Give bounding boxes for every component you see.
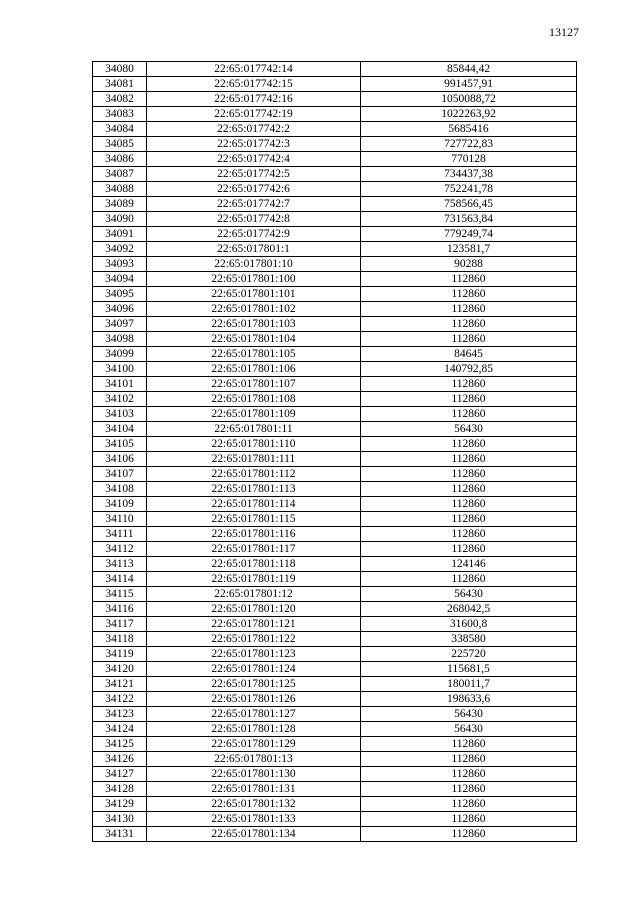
cadastral-number-cell: 22:65:017801:104 — [147, 332, 361, 347]
row-number-cell: 34111 — [93, 527, 147, 542]
value-cell: 124146 — [361, 557, 577, 572]
row-number-cell: 34128 — [93, 782, 147, 797]
value-cell: 31600,8 — [361, 617, 577, 632]
cadastral-number-cell: 22:65:017742:15 — [147, 77, 361, 92]
value-cell: 112860 — [361, 392, 577, 407]
table-row — [93, 242, 577, 257]
table-row — [93, 317, 577, 332]
table-row — [93, 677, 577, 692]
value-cell: 1050088,72 — [361, 92, 577, 107]
row-number-cell: 34087 — [93, 167, 147, 182]
row-number-cell: 34107 — [93, 467, 147, 482]
value-cell: 198633,6 — [361, 692, 577, 707]
table-row — [93, 362, 577, 377]
table-row — [93, 182, 577, 197]
cadastral-number-cell: 22:65:017801:119 — [147, 572, 361, 587]
table-row — [93, 482, 577, 497]
row-number-cell: 34090 — [93, 212, 147, 227]
value-cell: 112860 — [361, 437, 577, 452]
table-row — [93, 347, 577, 362]
table-row — [93, 572, 577, 587]
row-number-cell: 34127 — [93, 767, 147, 782]
value-cell: 991457,91 — [361, 77, 577, 92]
row-number-cell: 34092 — [93, 242, 147, 257]
cadastral-number-cell: 22:65:017801:103 — [147, 317, 361, 332]
row-number-cell: 34122 — [93, 692, 147, 707]
value-cell: 112860 — [361, 467, 577, 482]
table-row — [93, 737, 577, 752]
cadastral-number-cell: 22:65:017801:133 — [147, 812, 361, 827]
row-number-cell: 34121 — [93, 677, 147, 692]
table-row — [93, 587, 577, 602]
row-number-cell: 34100 — [93, 362, 147, 377]
cadastral-number-cell: 22:65:017742:3 — [147, 137, 361, 152]
row-number-cell: 34105 — [93, 437, 147, 452]
cadastral-number-cell: 22:65:017801:127 — [147, 707, 361, 722]
value-cell: 112860 — [361, 497, 577, 512]
cadastral-number-cell: 22:65:017801:11 — [147, 422, 361, 437]
value-cell: 84645 — [361, 347, 577, 362]
cadastral-number-cell: 22:65:017801:118 — [147, 557, 361, 572]
value-cell: 112860 — [361, 572, 577, 587]
row-number-cell: 34085 — [93, 137, 147, 152]
value-cell: 85844,42 — [361, 62, 577, 77]
cadastral-number-cell: 22:65:017801:120 — [147, 602, 361, 617]
table-row — [93, 812, 577, 827]
row-number-cell: 34113 — [93, 557, 147, 572]
cadastral-number-cell: 22:65:017801:111 — [147, 452, 361, 467]
cadastral-number-cell: 22:65:017801:130 — [147, 767, 361, 782]
row-number-cell: 34096 — [93, 302, 147, 317]
cadastral-number-cell: 22:65:017801:124 — [147, 662, 361, 677]
row-number-cell: 34091 — [93, 227, 147, 242]
value-cell: 5685416 — [361, 122, 577, 137]
cadastral-number-cell: 22:65:017801:132 — [147, 797, 361, 812]
cadastral-number-cell: 22:65:017801:107 — [147, 377, 361, 392]
cadastral-number-cell: 22:65:017742:5 — [147, 167, 361, 182]
table-row — [93, 122, 577, 137]
value-cell: 338580 — [361, 632, 577, 647]
cadastral-value-table — [92, 61, 577, 842]
cadastral-number-cell: 22:65:017742:7 — [147, 197, 361, 212]
value-cell: 56430 — [361, 587, 577, 602]
cadastral-number-cell: 22:65:017801:115 — [147, 512, 361, 527]
table-row — [93, 212, 577, 227]
row-number-cell: 34120 — [93, 662, 147, 677]
row-number-cell: 34116 — [93, 602, 147, 617]
table-row — [93, 332, 577, 347]
value-cell: 1022263,92 — [361, 107, 577, 122]
cadastral-number-cell: 22:65:017801:134 — [147, 827, 361, 842]
cadastral-number-cell: 22:65:017801:13 — [147, 752, 361, 767]
table-row — [93, 167, 577, 182]
value-cell: 758566,45 — [361, 197, 577, 212]
cadastral-number-cell: 22:65:017801:102 — [147, 302, 361, 317]
row-number-cell: 34104 — [93, 422, 147, 437]
value-cell: 112860 — [361, 752, 577, 767]
value-cell: 112860 — [361, 542, 577, 557]
table-row — [93, 227, 577, 242]
cadastral-number-cell: 22:65:017801:128 — [147, 722, 361, 737]
row-number-cell: 34102 — [93, 392, 147, 407]
table-row — [93, 542, 577, 557]
table-row — [93, 497, 577, 512]
row-number-cell: 34118 — [93, 632, 147, 647]
value-cell: 112860 — [361, 407, 577, 422]
row-number-cell: 34106 — [93, 452, 147, 467]
row-number-cell: 34117 — [93, 617, 147, 632]
table-row — [93, 407, 577, 422]
table-row — [93, 722, 577, 737]
row-number-cell: 34097 — [93, 317, 147, 332]
table-row — [93, 512, 577, 527]
value-cell: 112860 — [361, 272, 577, 287]
row-number-cell: 34119 — [93, 647, 147, 662]
value-cell: 731563,84 — [361, 212, 577, 227]
cadastral-number-cell: 22:65:017801:12 — [147, 587, 361, 602]
row-number-cell: 34095 — [93, 287, 147, 302]
cadastral-number-cell: 22:65:017801:105 — [147, 347, 361, 362]
cadastral-number-cell: 22:65:017801:129 — [147, 737, 361, 752]
value-cell: 123581,7 — [361, 242, 577, 257]
table-body — [93, 62, 577, 842]
value-cell: 779249,74 — [361, 227, 577, 242]
value-cell: 112860 — [361, 812, 577, 827]
value-cell: 112860 — [361, 302, 577, 317]
value-cell: 112860 — [361, 527, 577, 542]
table-row — [93, 827, 577, 842]
cadastral-number-cell: 22:65:017801:126 — [147, 692, 361, 707]
table-row — [93, 92, 577, 107]
cadastral-number-cell: 22:65:017801:1 — [147, 242, 361, 257]
row-number-cell: 34110 — [93, 512, 147, 527]
value-cell: 180011,7 — [361, 677, 577, 692]
value-cell: 112860 — [361, 782, 577, 797]
table-row — [93, 527, 577, 542]
row-number-cell: 34108 — [93, 482, 147, 497]
cadastral-number-cell: 22:65:017801:108 — [147, 392, 361, 407]
cadastral-number-cell: 22:65:017742:9 — [147, 227, 361, 242]
table-row — [93, 707, 577, 722]
row-number-cell: 34126 — [93, 752, 147, 767]
cadastral-number-cell: 22:65:017801:114 — [147, 497, 361, 512]
table-row — [93, 77, 577, 92]
row-number-cell: 34099 — [93, 347, 147, 362]
cadastral-number-cell: 22:65:017801:109 — [147, 407, 361, 422]
cadastral-number-cell: 22:65:017801:113 — [147, 482, 361, 497]
table-row — [93, 437, 577, 452]
value-cell: 112860 — [361, 332, 577, 347]
table-row — [93, 257, 577, 272]
table-row — [93, 152, 577, 167]
table-row — [93, 557, 577, 572]
row-number-cell: 34081 — [93, 77, 147, 92]
row-number-cell: 34080 — [93, 62, 147, 77]
row-number-cell: 34101 — [93, 377, 147, 392]
row-number-cell: 34082 — [93, 92, 147, 107]
row-number-cell: 34112 — [93, 542, 147, 557]
table-row — [93, 377, 577, 392]
cadastral-number-cell: 22:65:017742:19 — [147, 107, 361, 122]
row-number-cell: 34131 — [93, 827, 147, 842]
cadastral-number-cell: 22:65:017801:112 — [147, 467, 361, 482]
value-cell: 112860 — [361, 452, 577, 467]
row-number-cell: 34083 — [93, 107, 147, 122]
table-row — [93, 632, 577, 647]
table-row — [93, 197, 577, 212]
cadastral-number-cell: 22:65:017801:106 — [147, 362, 361, 377]
row-number-cell: 34114 — [93, 572, 147, 587]
row-number-cell: 34109 — [93, 497, 147, 512]
row-number-cell: 34129 — [93, 797, 147, 812]
cadastral-number-cell: 22:65:017801:121 — [147, 617, 361, 632]
cadastral-number-cell: 22:65:017801:116 — [147, 527, 361, 542]
cadastral-number-cell: 22:65:017801:125 — [147, 677, 361, 692]
value-cell: 112860 — [361, 482, 577, 497]
table-row — [93, 452, 577, 467]
table-row — [93, 272, 577, 287]
row-number-cell: 34089 — [93, 197, 147, 212]
table-row — [93, 662, 577, 677]
cadastral-number-cell: 22:65:017742:6 — [147, 182, 361, 197]
cadastral-number-cell: 22:65:017801:101 — [147, 287, 361, 302]
value-cell: 112860 — [361, 317, 577, 332]
value-cell: 56430 — [361, 422, 577, 437]
cadastral-number-cell: 22:65:017801:123 — [147, 647, 361, 662]
table-row — [93, 467, 577, 482]
value-cell: 90288 — [361, 257, 577, 272]
value-cell: 268042,5 — [361, 602, 577, 617]
table-row — [93, 692, 577, 707]
table-row — [93, 287, 577, 302]
value-cell: 56430 — [361, 707, 577, 722]
row-number-cell: 34125 — [93, 737, 147, 752]
row-number-cell: 34088 — [93, 182, 147, 197]
row-number-cell: 34093 — [93, 257, 147, 272]
value-cell: 115681,5 — [361, 662, 577, 677]
row-number-cell: 34103 — [93, 407, 147, 422]
row-number-cell: 34124 — [93, 722, 147, 737]
table-row — [93, 647, 577, 662]
cadastral-number-cell: 22:65:017801:131 — [147, 782, 361, 797]
table-row — [93, 767, 577, 782]
table-row — [93, 62, 577, 77]
table-row — [93, 302, 577, 317]
value-cell: 112860 — [361, 767, 577, 782]
cadastral-number-cell: 22:65:017742:4 — [147, 152, 361, 167]
cadastral-number-cell: 22:65:017801:122 — [147, 632, 361, 647]
cadastral-number-cell: 22:65:017742:16 — [147, 92, 361, 107]
table-row — [93, 107, 577, 122]
value-cell: 752241,78 — [361, 182, 577, 197]
value-cell: 56430 — [361, 722, 577, 737]
cadastral-number-cell: 22:65:017742:2 — [147, 122, 361, 137]
cadastral-number-cell: 22:65:017742:14 — [147, 62, 361, 77]
table-row — [93, 752, 577, 767]
page-number: 13127 — [549, 25, 579, 39]
row-number-cell: 34098 — [93, 332, 147, 347]
table-row — [93, 602, 577, 617]
value-cell: 112860 — [361, 377, 577, 392]
row-number-cell: 34123 — [93, 707, 147, 722]
table-row — [93, 392, 577, 407]
table-row — [93, 782, 577, 797]
value-cell: 112860 — [361, 287, 577, 302]
value-cell: 140792,85 — [361, 362, 577, 377]
cadastral-number-cell: 22:65:017801:117 — [147, 542, 361, 557]
value-cell: 727722,83 — [361, 137, 577, 152]
table-row — [93, 797, 577, 812]
value-cell: 112860 — [361, 512, 577, 527]
value-cell: 112860 — [361, 827, 577, 842]
cadastral-number-cell: 22:65:017801:10 — [147, 257, 361, 272]
row-number-cell: 34115 — [93, 587, 147, 602]
row-number-cell: 34086 — [93, 152, 147, 167]
cadastral-number-cell: 22:65:017801:100 — [147, 272, 361, 287]
value-cell: 734437,38 — [361, 167, 577, 182]
value-cell: 112860 — [361, 737, 577, 752]
row-number-cell: 34094 — [93, 272, 147, 287]
value-cell: 112860 — [361, 797, 577, 812]
cadastral-number-cell: 22:65:017801:110 — [147, 437, 361, 452]
value-cell: 225720 — [361, 647, 577, 662]
value-cell: 770128 — [361, 152, 577, 167]
cadastral-number-cell: 22:65:017742:8 — [147, 212, 361, 227]
table-row — [93, 422, 577, 437]
row-number-cell: 34130 — [93, 812, 147, 827]
row-number-cell: 34084 — [93, 122, 147, 137]
table-row — [93, 137, 577, 152]
table-row — [93, 617, 577, 632]
